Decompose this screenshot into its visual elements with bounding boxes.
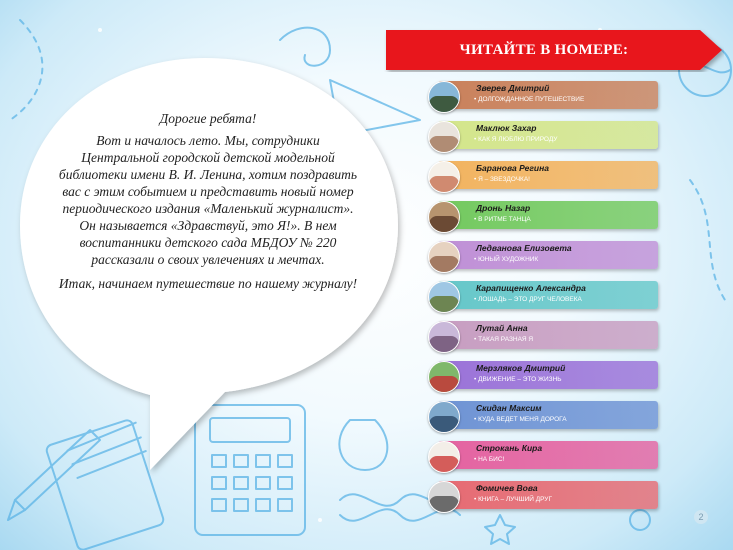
contents-item-author: Дронь Назар [476, 203, 531, 213]
contents-item[interactable] [428, 481, 660, 509]
contents-item-title: • ДОЛГОЖДАННОЕ ПУТЕШЕСТВИЕ [474, 96, 585, 103]
contents-item-bar [438, 401, 658, 429]
contents-item-bar [438, 361, 658, 389]
welcome-letter [58, 110, 358, 299]
contents-item[interactable] [428, 321, 660, 349]
contents-item[interactable] [428, 201, 660, 229]
child-photo [428, 201, 460, 233]
child-photo [428, 81, 460, 113]
contents-item-author: Баранова Регина [476, 163, 549, 173]
contents-item-author: Лутай Анна [476, 323, 528, 333]
contents-item-bar [438, 241, 658, 269]
contents-item-bar [438, 281, 658, 309]
child-photo [428, 121, 460, 153]
banner-title: ЧИТАЙТЕ В НОМЕРЕ: [459, 42, 629, 58]
contents-item-author: Зверев Дмитрий [476, 83, 550, 93]
child-photo [428, 241, 460, 273]
contents-item-author: Скидан Максим [476, 403, 542, 413]
contents-item[interactable] [428, 441, 660, 469]
contents-item-author: Карапищенко Александра [476, 283, 586, 293]
contents-item-title: • ЛОШАДЬ – ЭТО ДРУГ ЧЕЛОВЕКА [474, 296, 582, 303]
contents-item[interactable] [428, 121, 660, 149]
contents-item-title: • КНИГА – ЛУЧШИЙ ДРУГ [474, 496, 552, 503]
letter-body: Вот и началось лето. Мы, сотрудники Центральной городской детской модельной библиотеки имени В. И. Ленина, хотим поздравить вас с этим событием и представить новый номер периодического издания «Маленький журналист». Он называется «Здравствуй, это Я!». В нем воспитанники детского сада МБДОУ № 220 рассказали о своих увлечениях и мечтах. [58, 133, 358, 267]
contents-item-bar [438, 121, 658, 149]
contents-item-title: • НА БИС! [474, 456, 505, 463]
contents-item-author: Строкань Кира [476, 443, 543, 453]
contents-item-author: Маклюк Захар [476, 123, 537, 133]
letter-greeting: Дорогие ребята! [159, 111, 257, 126]
contents-item-bar [438, 81, 658, 109]
contents-banner [384, 28, 724, 72]
contents-item-title: • Я – ЗВЕЗДОЧКА! [474, 176, 530, 183]
contents-item-title: • КУДА ВЕДЕТ МЕНЯ ДОРОГА [474, 416, 567, 423]
contents-item-bar [438, 321, 658, 349]
contents-item[interactable] [428, 81, 660, 109]
page-number: 2 [694, 510, 708, 524]
child-photo [428, 281, 460, 313]
contents-item-bar [438, 161, 658, 189]
child-photo [428, 361, 460, 393]
contents-item-title: • ДВИЖЕНИЕ – ЭТО ЖИЗНЬ [474, 376, 562, 383]
child-photo [428, 161, 460, 193]
contents-item-author: Фомичев Вова [476, 483, 538, 493]
contents-item[interactable] [428, 161, 660, 189]
child-photo [428, 401, 460, 433]
contents-item[interactable] [428, 401, 660, 429]
contents-item-title: • ЮНЫЙ ХУДОЖНИК [474, 256, 539, 263]
child-photo [428, 441, 460, 473]
contents-item[interactable] [428, 281, 660, 309]
child-photo [428, 481, 460, 513]
contents-item-author: Ледванова Елизовета [476, 243, 572, 253]
child-photo [428, 321, 460, 353]
contents-item-bar [438, 481, 658, 509]
contents-item-author: Мерзляков Дмитрий [476, 363, 566, 373]
contents-item-title: • ТАКАЯ РАЗНАЯ Я [474, 336, 534, 343]
letter-closing: Итак, начинаем путешествие по нашему журналу! [58, 276, 358, 291]
contents-item-title: • КАК Я ЛЮБЛЮ ПРИРОДУ [474, 136, 558, 143]
contents-item[interactable] [428, 361, 660, 389]
contents-item-bar [438, 441, 658, 469]
contents-item-bar [438, 201, 658, 229]
contents-item-title: • В РИТМЕ ТАНЦА [474, 216, 531, 223]
contents-item[interactable] [428, 241, 660, 269]
